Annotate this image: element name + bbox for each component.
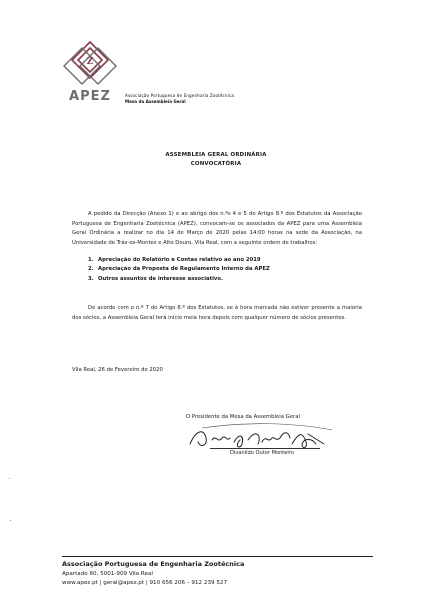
footer-address: Apartado 60, 5001-909 Vila Real [62,570,153,577]
org-subtitle: Mesa da Assembleia Geral [125,98,186,104]
agenda-item: 1. Apreciação do Relatório e Contas relativo ao ano 2019 [88,257,261,263]
signature-line [210,448,320,449]
org-header [125,93,234,104]
scan-speck [10,520,11,521]
signatory-title: O Presidente da Mesa da Assembleia Geral [186,414,300,420]
agenda-list [88,256,348,284]
document-title: ASSEMBLEIA GERAL ORDINÁRIA [165,152,267,158]
agenda-item: 3. Outros assuntos de interesse associativo. [88,275,224,282]
signatory-name: Divanildo Outor Monteiro [230,450,294,456]
footer-org-name: Associação Portuguesa de Engenharia Zootécnica [62,560,245,568]
signature-block [172,410,352,480]
scan-speck [9,478,10,479]
svg-text:Z: Z [86,57,94,67]
footer-contacts: www.apez.pt | geral@apez.pt | 910 656 206 – 912 239 527 [62,580,228,587]
footer [62,560,244,589]
agenda-item: 2. Apreciação da Proposta de Regulamento Interno da APEZ [88,266,270,273]
logo-wordmark: APEZ [69,89,111,102]
apez-logo [62,40,118,102]
quorum-paragraph: De acordo com o n.º 7 do Artigo 8.º dos Estatutos, se à hora marcada não estiver presente a maioria dos sócios, a Assembleia Geral terá início meia hora depois com qualquer número de sócios presentes. [72,305,362,321]
org-name: Associação Portuguesa de Engenharia Zootécnica [125,93,235,98]
document-date: Vila Real, 26 de Fevereiro de 2020 [72,367,163,373]
document-subtitle: CONVOCATÓRIA [190,161,242,167]
convocation-paragraph: A pedido da Direcção (Anexo 1) e ao abrigo dos n.ºs 4 e 5 do Artigo 8.º dos Estatutos da Associação Portuguesa de Engenharia Zootécnica (APEZ), convocam-se os associados da APEZ para uma Assembleia Geral Ordinária a realizar no dia 14 de Março de 2020 pelas 14:00 horas na sede da Associação, na Universidade de Trás-os-Montes e Alto Douro, Vila Real, com a seguinte ordem de trabalhos: [72,211,362,247]
footer-divider [62,556,373,557]
